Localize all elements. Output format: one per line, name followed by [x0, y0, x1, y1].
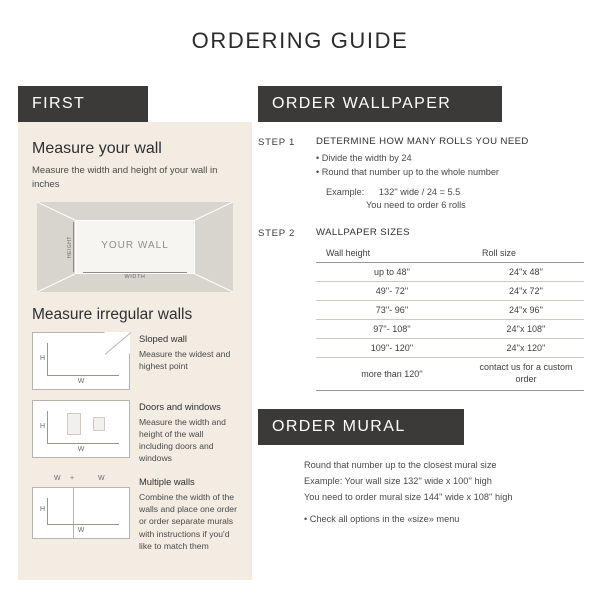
cell-wall-height: more than 120'' [316, 358, 468, 390]
left-column [18, 86, 252, 580]
multi-w-right-label: W [98, 474, 105, 482]
table-row [316, 282, 584, 301]
multiple-walls-width-labels [32, 475, 130, 487]
sloped-w-label: W [77, 377, 85, 385]
table-row [316, 263, 584, 282]
col-header-roll-size: Roll size [468, 244, 584, 263]
example-result: You need to order 6 rolls [366, 200, 466, 211]
height-dim-line [73, 222, 74, 272]
irregular-item-sloped [32, 332, 238, 390]
table-body [316, 263, 584, 390]
sloped-wall-text-block [130, 332, 238, 373]
cell-roll-size: 24''x 96'' [468, 301, 584, 320]
example-calc: 132'' wide / 24 = 5.5 [378, 186, 461, 197]
multi-width-line [47, 524, 119, 525]
step-1-row [258, 136, 584, 213]
mural-line-1: Round that number up to the closest mural size [304, 459, 497, 470]
doors-windows-diagram [32, 400, 130, 458]
doors-windows-text-block [130, 400, 238, 465]
section-band-order-wallpaper: ORDER WALLPAPER [258, 86, 502, 122]
sloped-height-line [47, 343, 48, 375]
table-header-row [316, 244, 584, 263]
multiple-walls-title: Multiple walls [139, 475, 195, 487]
sloped-wall-diagram [32, 332, 130, 390]
wall-label: YOUR WALL [101, 239, 169, 251]
mural-line-3: You need to order mural size 144'' wide x 108'' high [304, 491, 513, 502]
width-dim-label: WIDTH [124, 273, 146, 280]
step-1-bullet-2: • Round that number up to the whole number [316, 166, 499, 177]
cell-wall-height: 73''- 96'' [316, 301, 468, 320]
multi-w-left-label: W [54, 474, 61, 482]
sloped-h-label: H [40, 354, 46, 362]
window-shape-1 [67, 413, 81, 435]
cell-wall-height: 97''- 108'' [316, 320, 468, 339]
irregular-walls-heading: Measure irregular walls [32, 305, 193, 323]
cell-wall-height: up to 48'' [316, 263, 468, 282]
mural-section [258, 409, 584, 527]
step-1-bullet-1: • Divide the width by 24 [316, 153, 412, 163]
cell-roll-size: 24''x 108'' [468, 320, 584, 339]
cell-wall-height: 49''- 72'' [316, 282, 468, 301]
col-header-wall-height: Wall height [316, 244, 468, 263]
cell-wall-height: 109''- 120'' [316, 339, 468, 358]
table-head [316, 244, 584, 263]
step-2-body [316, 227, 584, 390]
section-band-order-mural: ORDER MURAL [258, 409, 464, 445]
multi-plus-label: + [70, 474, 75, 482]
measure-wall-sub: Measure the width and height of your wall in inches [32, 165, 218, 190]
table-row [316, 320, 584, 339]
multiple-walls-box [32, 487, 130, 539]
width-dim-line [83, 272, 187, 273]
example-label: Example: [326, 186, 365, 197]
doors-h-label: H [40, 422, 46, 430]
doors-height-line [47, 411, 48, 443]
doors-width-line [47, 443, 119, 444]
wall-perspective-diagram [37, 202, 233, 292]
multiple-walls-desc: Combine the width of the walls and place one order or order separate murals with instructions if you'd like to match them [139, 492, 237, 551]
doors-w-label: W [77, 445, 85, 453]
multi-w-label: W [77, 526, 85, 534]
step-1-tag: STEP 1 [258, 137, 296, 148]
cell-roll-size: 24''x 48'' [468, 263, 584, 282]
height-dim-label: HEIGHT [67, 235, 73, 258]
page-title: ORDERING GUIDE [191, 28, 409, 53]
multi-h-label: H [40, 505, 46, 513]
irregular-item-multiple [32, 475, 238, 552]
step-2-row [258, 227, 584, 390]
multi-height-line [47, 498, 48, 524]
sloped-wall-title: Sloped wall [139, 332, 187, 344]
doors-windows-desc: Measure the width and height of the wall including doors and windows [139, 416, 226, 464]
step-2-heading: WALLPAPER SIZES [316, 227, 410, 239]
multiple-walls-text-block [130, 475, 238, 552]
mural-line-2: Example: Your wall size 132'' wide x 100'' high [304, 475, 492, 486]
mural-line-4: • Check all options in the «size» menu [304, 513, 460, 524]
cell-roll-size: contact us for a custom order [468, 358, 584, 390]
sloped-wall-desc: Measure the widest and highest point [139, 348, 231, 372]
measure-wall-heading: Measure your wall [32, 140, 162, 157]
wallpaper-sizes-table [316, 244, 584, 390]
right-column [258, 86, 584, 527]
window-shape-2 [93, 417, 105, 431]
doors-windows-title: Doors and windows [139, 400, 221, 412]
irregular-item-doors [32, 400, 238, 465]
multiple-walls-diagram-wrap [32, 475, 130, 539]
step-2-tag: STEP 2 [258, 228, 296, 240]
table-row [316, 301, 584, 320]
mural-instructions [258, 457, 584, 527]
sloped-width-line [47, 375, 119, 376]
table-row [316, 339, 584, 358]
left-beige-panel [18, 122, 252, 580]
table-row [316, 358, 584, 390]
section-band-first: FIRST [18, 86, 148, 122]
cell-roll-size: 24''x 72'' [468, 282, 584, 301]
cell-roll-size: 24''x 120'' [468, 339, 584, 358]
step-1-heading: DETERMINE HOW MANY ROLLS YOU NEED [316, 136, 529, 147]
step-1-body [316, 136, 584, 213]
width-dim [83, 272, 187, 280]
step-1-example [316, 186, 584, 214]
